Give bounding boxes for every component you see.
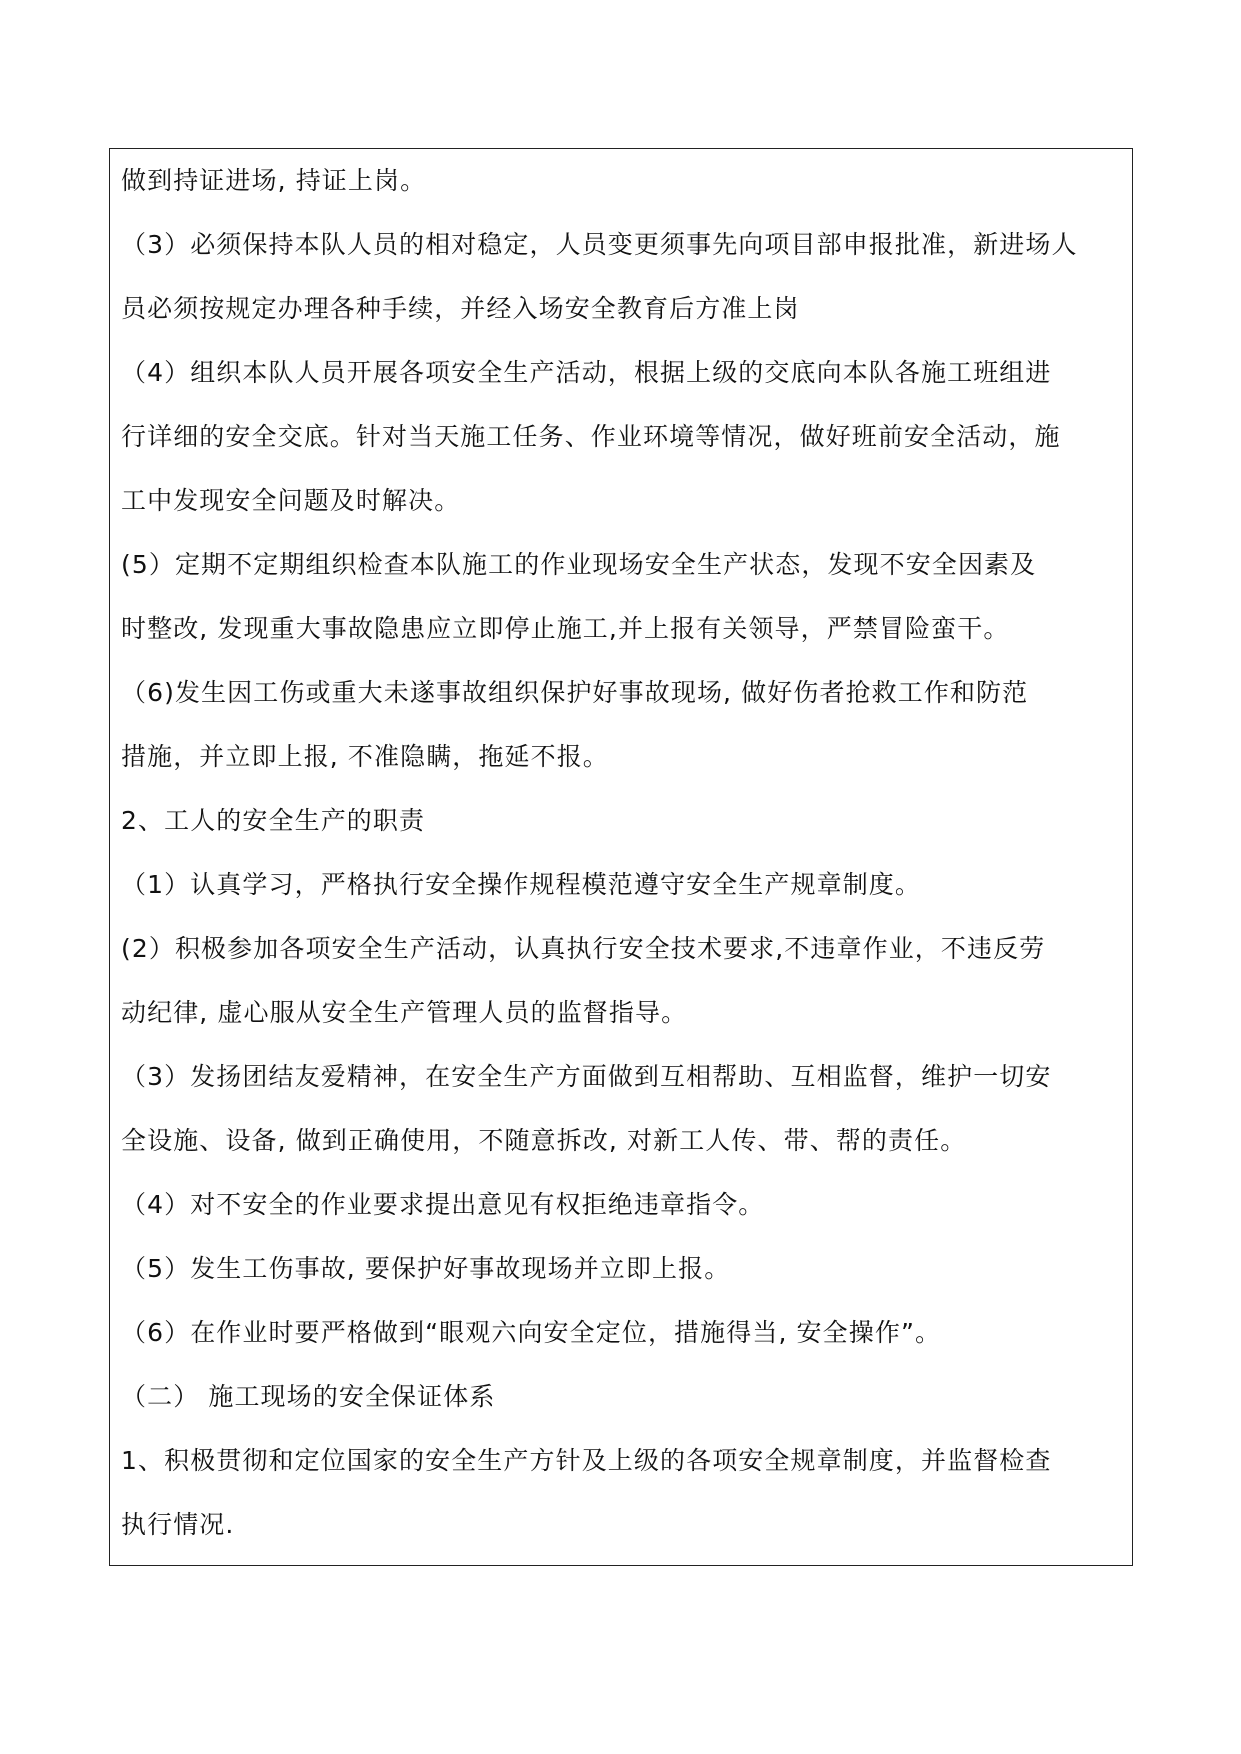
text-line: (5）定期不定期组织检查本队施工的作业现场安全生产状态，发现不安全因素及 xyxy=(121,550,1037,579)
text-line: （1）认真学习，严格执行安全操作规程模范遵守安全生产规章制度。 xyxy=(121,870,922,899)
text-line: （6）在作业时要严格做到“眼观六向安全定位，措施得当, 安全操作”。 xyxy=(121,1318,942,1347)
text-line: 动纪律, 虚心服从安全生产管理人员的监督指导。 xyxy=(121,998,688,1027)
text-line: （4）组织本队人员开展各项安全生产活动，根据上级的交底向本队各施工班组进 xyxy=(121,358,1052,387)
section-heading: 2、工人的安全生产的职责 xyxy=(121,806,426,835)
text-line: 全设施、设备, 做到正确使用，不随意拆改, 对新工人传、带、帮的责任。 xyxy=(121,1126,967,1155)
text-line: （4）对不安全的作业要求提出意见有权拒绝违章指令。 xyxy=(121,1190,765,1219)
text-line: 员必须按规定办理各种手续，并经入场安全教育后方准上岗 xyxy=(121,294,800,323)
document-body xyxy=(121,159,1132,1566)
text-line: （6)发生因工伤或重大未遂事故组织保护好事故现场, 做好伤者抢救工作和防范 xyxy=(121,678,1029,707)
document-frame xyxy=(109,148,1133,1566)
text-line: 1、积极贯彻和定位国家的安全生产方针及上级的各项安全规章制度，并监督检查 xyxy=(121,1446,1052,1475)
text-line: （5）发生工伤事故, 要保护好事故现场并立即上报。 xyxy=(121,1254,731,1283)
text-line: 措施，并立即上报, 不准隐瞒，拖延不报。 xyxy=(121,742,609,771)
section-heading: （二） 施工现场的安全保证体系 xyxy=(121,1382,496,1411)
text-line: 执行情况. xyxy=(121,1510,235,1539)
text-line: (2）积极参加各项安全生产活动，认真执行安全技术要求,不违章作业，不违反劳 xyxy=(121,934,1046,963)
text-line: 工中发现安全问题及时解决。 xyxy=(121,486,461,515)
text-line: （3）发扬团结友爱精神，在安全生产方面做到互相帮助、互相监督，维护一切安 xyxy=(121,1062,1052,1091)
text-line: 行详细的安全交底。针对当天施工任务、作业环境等情况，做好班前安全活动，施 xyxy=(121,422,1061,451)
text-line: 做到持证进场, 持证上岗。 xyxy=(121,166,427,195)
text-line: 时整改, 发现重大事故隐患应立即停止施工,并上报有关领导，严禁冒险蛮干。 xyxy=(121,614,1010,643)
text-line: （3）必须保持本队人员的相对稳定，人员变更须事先向项目部申报批准，新进场人 xyxy=(121,230,1078,259)
